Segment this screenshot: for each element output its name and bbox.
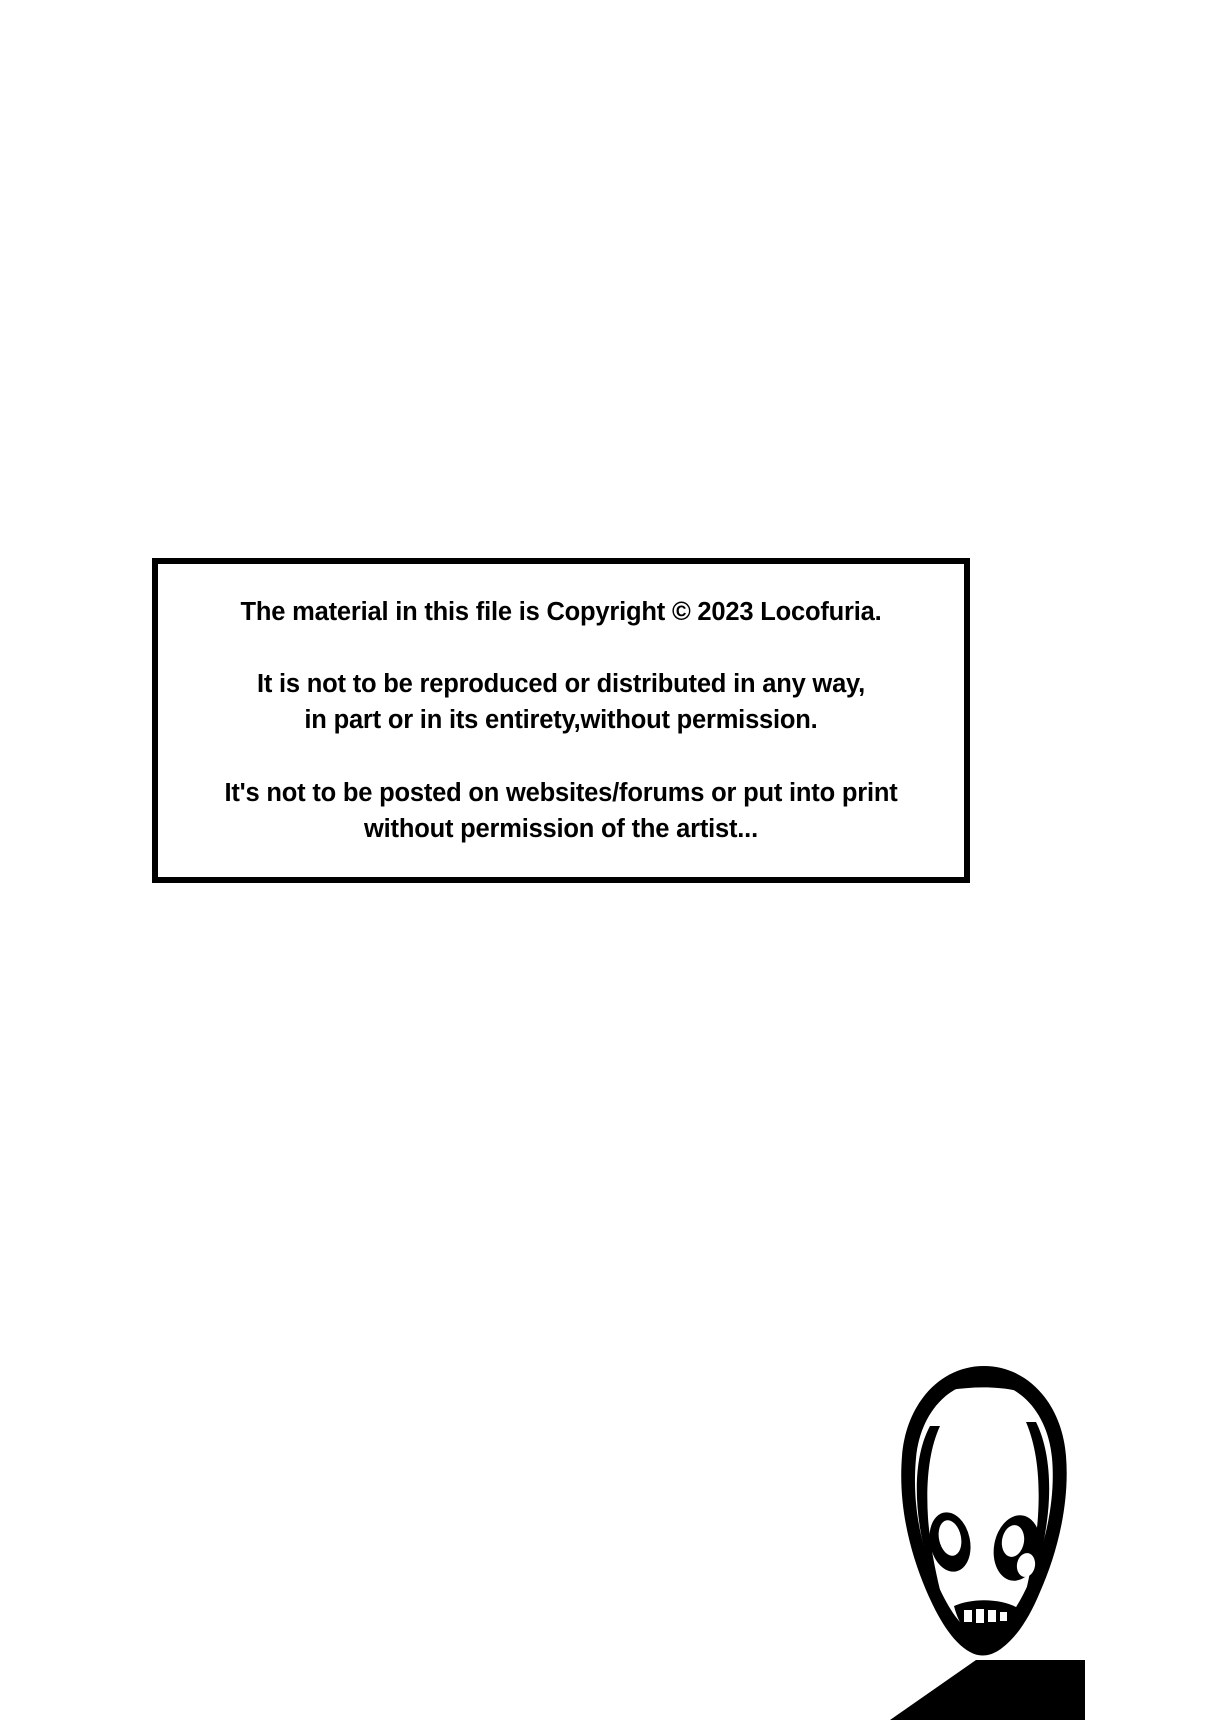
copyright-statement [241, 594, 882, 630]
reproduction-statement-line-1: It is not to be reproduced or distributed in any way, [256, 670, 866, 699]
reproduction-statement-line-2: in part or in its entirety,without permission. [304, 706, 818, 735]
copyright-statement-line-1: The material in this file is Copyright © 2023 Locofuria. [240, 597, 882, 626]
posting-statement [224, 775, 897, 847]
copyright-notice-box [152, 558, 970, 883]
locofuria-skull-logo-icon [880, 1360, 1090, 1720]
reproduction-statement [257, 666, 865, 738]
posting-statement-line-2: without permission of the artist... [364, 814, 758, 843]
posting-statement-line-1: It's not to be posted on websites/forums or put into print [224, 778, 898, 807]
